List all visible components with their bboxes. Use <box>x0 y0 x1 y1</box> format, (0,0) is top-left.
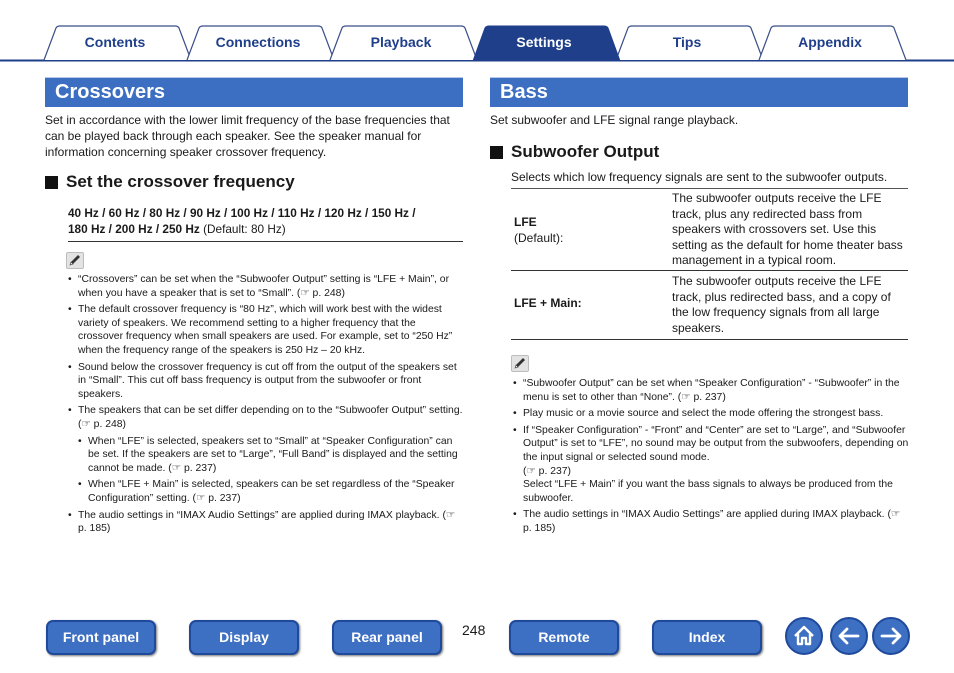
row-key: LFE + Main: <box>514 296 582 310</box>
note-subitem: • When “LFE” is selected, speakers set to “Small” at “Speaker Configuration” can be set. If the speakers are set to “Large”, “Full Band” is displayed and the setting cannot be made. (☞ p. 237) <box>78 435 463 476</box>
bass-title: Bass <box>490 77 908 107</box>
tab-shapes <box>0 0 954 62</box>
set-crossover-heading-text: Set the crossover frequency <box>66 172 295 191</box>
bass-intro: Set subwoofer and LFE signal range playback. <box>490 113 739 127</box>
home-button[interactable] <box>785 617 823 655</box>
row-desc: The subwoofer outputs receive the LFE track, plus any redirected bass from speakers with crossovers set. Use this setting as the default for home theater bass management in a typical room. <box>672 191 903 267</box>
options-line-2: 180 Hz / 200 Hz / 250 Hz <box>68 222 200 236</box>
note-subitem: • When “LFE + Main” is selected, speakers can be set regardless of the “Speaker Configuration” setting. (☞ p. 237) <box>78 478 463 505</box>
index-button[interactable]: Index <box>652 620 762 655</box>
crossover-options <box>68 205 463 237</box>
table-row <box>511 271 908 340</box>
tab-connections[interactable]: Connections <box>215 34 301 50</box>
note-item: • Sound below the crossover frequency is cut off from the output of the speakers set in “Small”. This cut off bass frequency is output from the subwoofer or front speakers. <box>68 361 463 402</box>
rear-panel-button[interactable]: Rear panel <box>332 620 442 655</box>
note-item: • Play music or a movie source and select the mode offering the strongest bass. <box>513 407 909 421</box>
crossovers-title: Crossovers <box>45 77 463 107</box>
note-pencil-icon <box>66 252 84 269</box>
note-item: • “Crossovers” can be set when the “Subwoofer Output” setting is “LFE + Main”, or when you have a speaker that is set to “Small”. (☞ p. 248) <box>68 273 463 300</box>
divider <box>68 241 463 242</box>
tab-contents[interactable]: Contents <box>84 34 146 50</box>
tab-tips[interactable]: Tips <box>672 34 702 50</box>
note-item: • The audio settings in “IMAX Audio Settings” are applied during IMAX playback. (☞ p. 185) <box>513 508 909 535</box>
set-crossover-heading <box>45 172 295 192</box>
crossovers-intro: Set in accordance with the lower limit frequency of the base frequencies that can be played back through each speaker. See the speaker manual for information concerning speaker crossover frequency. <box>45 113 450 159</box>
row-key: LFE (Default): <box>514 215 564 245</box>
crossovers-notes <box>68 273 463 539</box>
remote-button[interactable]: Remote <box>509 620 619 655</box>
subwoofer-output-heading <box>490 142 659 162</box>
options-line-1: 40 Hz / 60 Hz / 80 Hz / 90 Hz / 100 Hz / 110 Hz / 120 Hz / 150 Hz / <box>68 206 416 220</box>
front-panel-button[interactable]: Front panel <box>46 620 156 655</box>
heading-bullet <box>490 146 503 159</box>
note-item: • The audio settings in “IMAX Audio Settings” are applied during IMAX playback. (☞ p. 185) <box>68 509 463 536</box>
note-item: • “Subwoofer Output” can be set when “Speaker Configuration” - “Subwoofer” in the menu is set to other than “None”. (☞ p. 237) <box>513 377 909 404</box>
forward-button[interactable] <box>872 617 910 655</box>
page-number: 248 <box>462 622 486 638</box>
tab-playback[interactable]: Playback <box>370 34 432 50</box>
tab-settings[interactable]: Settings <box>516 34 572 50</box>
subwoofer-output-heading-text: Subwoofer Output <box>511 142 660 161</box>
bass-notes <box>513 377 909 539</box>
tab-bar <box>0 0 954 62</box>
forward-arrow-icon <box>878 623 904 649</box>
heading-bullet <box>45 176 58 189</box>
back-button[interactable] <box>830 617 868 655</box>
note-pencil-icon <box>511 355 529 372</box>
note-item: • The speakers that can be set differ depending on to the “Subwoofer Output” setting. (☞ p. 248) <box>68 404 463 431</box>
options-default: (Default: 80 Hz) <box>199 222 286 236</box>
row-desc: The subwoofer outputs receive the LFE track, plus redirected bass, and a copy of the low frequency signals from all large speakers. <box>672 274 891 335</box>
display-button[interactable]: Display <box>189 620 299 655</box>
note-item: • The default crossover frequency is “80 Hz”, which will work best with the widest variety of speakers. We recommend setting to a higher frequency that the crossover frequency when small speakers are used. For example, set to “250 Hz” when the frequency range of the speakers is 250 Hz – 20 kHz. <box>68 303 463 357</box>
note-item: • If “Speaker Configuration” - “Front” and “Center” are set to “Large”, and “Subwoofer Output” is set to “LFE”, no sound may be output from the subwoofers, depending on the input signal or selected sound mode. (☞ p. 237) Select “LFE + Main” if you want the bass signals to always be produced from the subwoofer. <box>513 424 909 506</box>
back-arrow-icon <box>836 623 862 649</box>
home-icon <box>791 623 817 649</box>
subwoofer-intro: Selects which low frequency signals are sent to the subwoofer outputs. <box>511 170 888 184</box>
tab-appendix[interactable]: Appendix <box>798 34 862 50</box>
table-row <box>511 189 908 271</box>
